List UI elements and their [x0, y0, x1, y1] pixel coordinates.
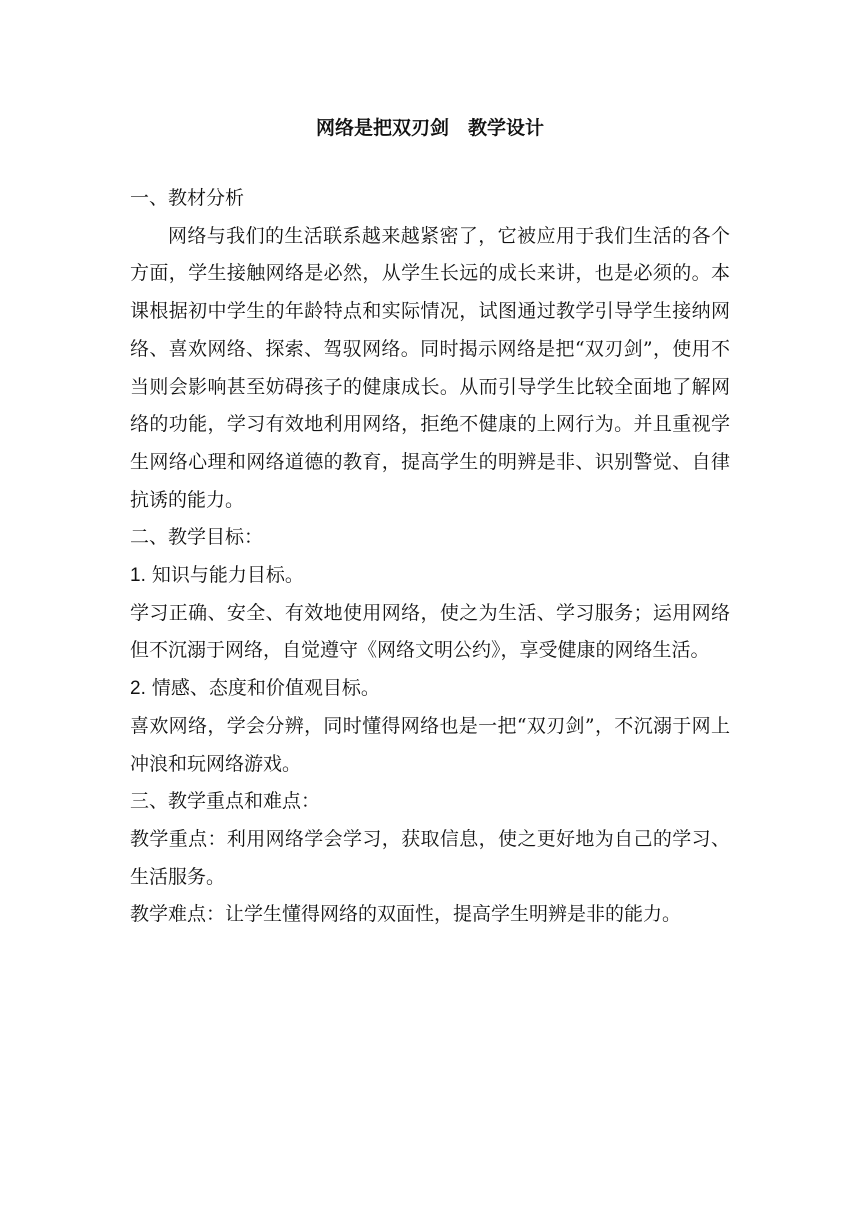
goal-2-label: 情感、态度和价值观目标。	[151, 677, 380, 700]
goal-2-text: 喜欢网络，学会分辨，同时懂得网络也是一把“双刃剑”，不沉溺于网上冲浪和玩网络游戏。	[130, 714, 730, 775]
section-heading-goals: 二、教学目标：	[130, 526, 264, 549]
goal-1-heading	[130, 557, 730, 595]
goal-2-number: 2.	[130, 678, 146, 700]
goal-1-label: 知识与能力目标。	[151, 564, 304, 587]
goal-1-text: 学习正确、安全、有效地使用网络，使之为生活、学习服务；运用网络但不沉溺于网络，自觉遵守《网络文明公约》，享受健康的网络生活。	[130, 601, 730, 662]
key-point-text: 教学重点：利用网络学会学习，获取信息，使之更好地为自己的学习、生活服务。	[130, 827, 730, 888]
goal-1-number: 1.	[130, 565, 146, 587]
analysis-paragraph: 网络与我们的生活联系越来越紧密了，它被应用于我们生活的各个方面，学生接触网络是必然，从学生长远的成长来讲，也是必须的。本课根据初中学生的年龄特点和实际情况，试图通过教学引导学生接纳网络、喜欢网络、探索、驾驭网络。同时揭示网络是把“双刃剑”，使用不当则会影响甚至妨碍孩子的健康成长。从而引导学生比较全面地了解网络的功能，学习有效地利用网络，拒绝不健康的上网行为。并且重视学生网络心理和网络道德的教育，提高学生的明辨是非、识别警觉、自律抗诱的能力。	[130, 224, 730, 511]
section-heading-analysis: 一、教材分析	[130, 187, 245, 209]
document-body	[130, 180, 730, 934]
document-title: 网络是把双刃剑 教学设计	[315, 117, 544, 139]
section-heading-keypoints: 三、教学重点和难点：	[130, 790, 321, 813]
difficulty-text: 教学难点：让学生懂得网络的双面性，提高学生明辨是非的能力。	[130, 903, 682, 926]
goal-2-heading	[130, 670, 730, 708]
